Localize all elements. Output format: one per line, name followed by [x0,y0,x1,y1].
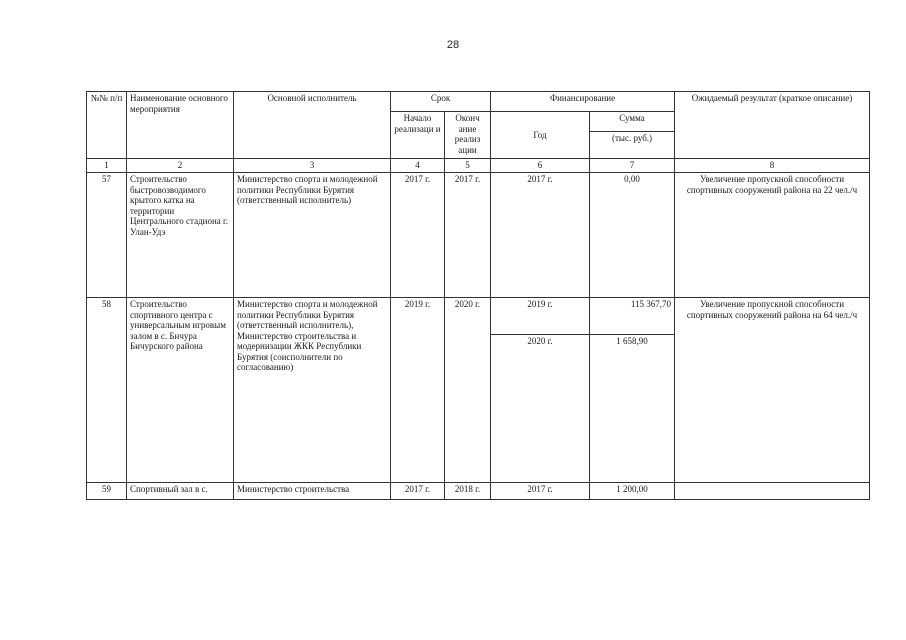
column-number: 5 [445,159,491,173]
row-fin-year: 2019 г. [491,298,590,335]
header-term-start: Начало реализаци и [391,112,445,159]
header-sum: Сумма [590,112,675,132]
header-financing: Финансирование [491,92,675,112]
row-fin-sum: 115 367,70 [590,298,675,335]
row-name: Спортивный зал в с. [127,483,234,500]
header-year: Год [491,112,590,159]
header-executor: Основной исполнитель [234,92,391,159]
row-fin-year: 2017 г. [491,173,590,298]
row-end: 2020 г. [445,298,491,483]
row-result: Увеличение пропускной способности спортивных сооружений района на 64 чел./ч [675,298,870,483]
header-sum-unit: (тыс. руб.) [590,132,675,159]
row-num: 57 [87,173,127,298]
row-fin-sum: 1 200,00 [590,483,675,500]
row-fin-sum: 0,00 [590,173,675,298]
page-number: 28 [446,39,460,51]
row-executor: Министерство спорта и молодежной политики Республики Бурятия (ответственный исполнитель) [234,173,391,298]
row-start: 2019 г. [391,298,445,483]
table-row [87,298,870,335]
header-name: Наименование основного мероприятия [127,92,234,159]
row-result [675,483,870,500]
row-name: Строительство быстровозводимого крытого катка на территории Центрального стадиона г. Улан-Удэ [127,173,234,298]
row-executor: Министерство спорта и молодежной политики Республики Бурятия (ответственный исполнитель), Министерство строительства и модернизации ЖКК Республики Бурятия (соисполнители по согласованию) [234,298,391,483]
row-end: 2018 г. [445,483,491,500]
column-number: 1 [87,159,127,173]
row-start: 2017 г. [391,483,445,500]
column-number: 7 [590,159,675,173]
table-row [87,173,870,298]
column-number-row [87,159,870,173]
column-number: 6 [491,159,590,173]
column-number: 4 [391,159,445,173]
row-fin-year: 2020 г. [491,335,590,483]
row-start: 2017 г. [391,173,445,298]
row-end: 2017 г. [445,173,491,298]
column-number: 3 [234,159,391,173]
row-executor: Министерство строительства [234,483,391,500]
activities-table [86,91,870,500]
row-num: 59 [87,483,127,500]
header-result: Ожидаемый результат (краткое описание) [675,92,870,159]
row-fin-year: 2017 г. [491,483,590,500]
row-result: Увеличение пропускной способности спортивных сооружений района на 22 чел./ч [675,173,870,298]
row-name: Строительство спортивного центра с универсальным игровым залом в с. Бичура Бичурского района [127,298,234,483]
column-number: 8 [675,159,870,173]
header-term: Срок [391,92,491,112]
column-number: 2 [127,159,234,173]
row-fin-sum: 1 658,90 [590,335,675,483]
header-num: №№ п/п [87,92,127,159]
table-row [87,483,870,500]
header-term-end: Оконч ание реализ ации [445,112,491,159]
row-num: 58 [87,298,127,483]
